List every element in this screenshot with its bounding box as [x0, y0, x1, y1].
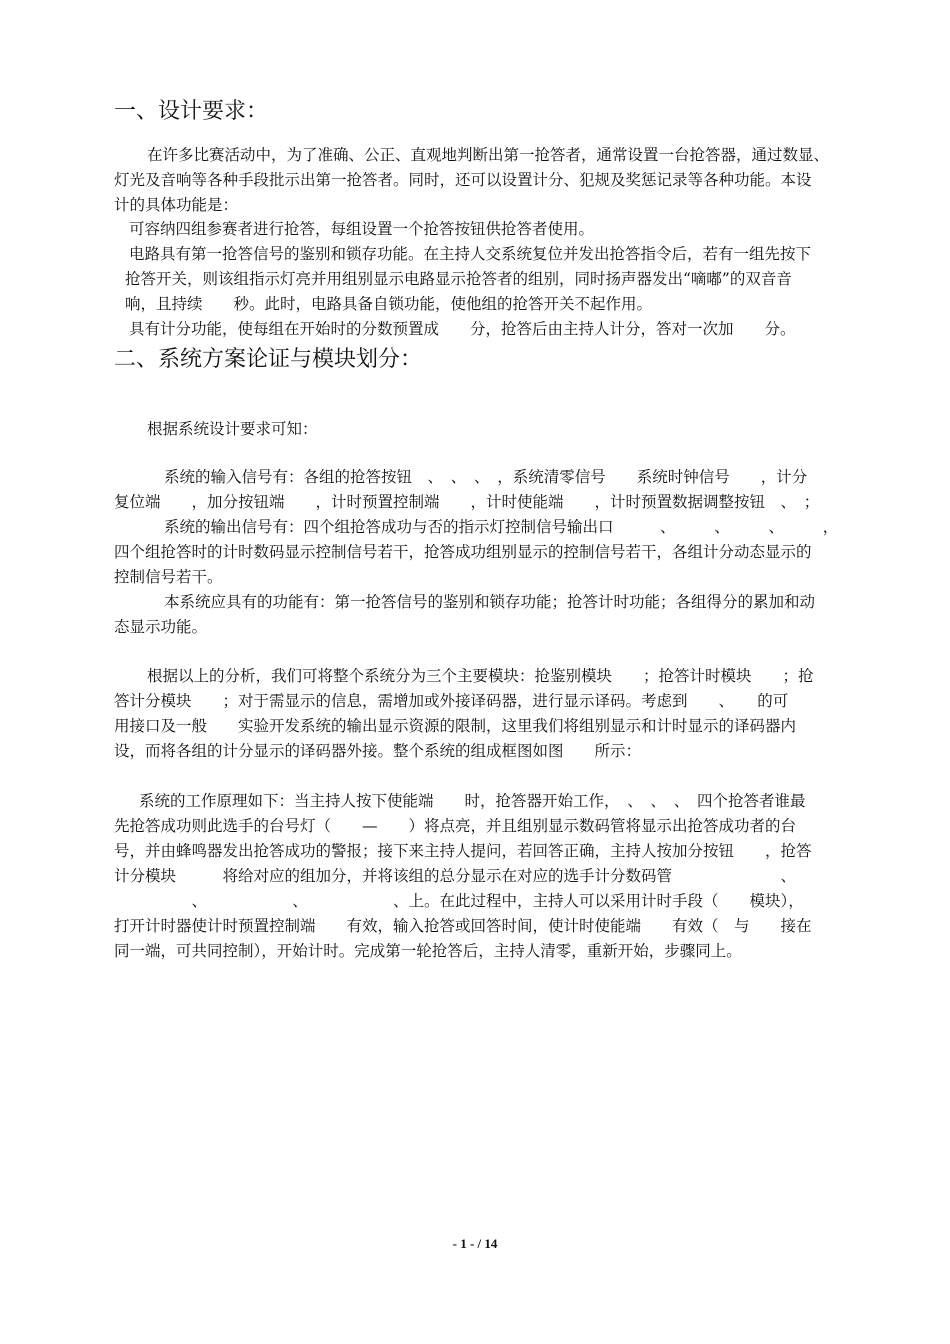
paragraph-line: 同一端，可共同控制），开始计时。完成第一轮抢答后，主持人清零，重新开始，步骤同上。 — [114, 942, 742, 960]
paragraph-line: 打开计时器使计时预置控制端 有效，输入抢答或回答时间，使计时使能端 有效（ 与 接在 — [114, 917, 812, 935]
paragraph-line: 本系统应具有的功能有：第一抢答信号的鉴别和锁存功能；抢答计时功能；各组得分的累加和动 — [164, 593, 816, 611]
paragraph-line: 系统的输出信号有：四个组抢答成功与否的指示灯控制信号输出口 、 、 、 ， — [164, 518, 839, 536]
list-item: 具有计分功能，使每组在开始时的分数预置成 分，抢答后由主持人计分，答对一次加 分。 — [129, 320, 796, 338]
list-item: 响，且持续 秒。此时，电路具备自锁功能，使他组的抢答开关不起作用。 — [125, 295, 653, 313]
paragraph-line: 系统的输入信号有：各组的抢答按钮 、 、 、 ，系统清零信号 系统时钟信号 ，计分 — [164, 468, 808, 486]
paragraph-line: 复位端 ，加分按钮端 ，计时预置控制端 ，计时使能端 ，计时预置数据调整按钮 、 ； — [114, 493, 820, 511]
paragraph-line: 根据以上的分析，我们可将整个系统分为三个主要模块：抢鉴别模块 ；抢答计时模块 ；抢 — [147, 667, 814, 685]
paragraph-line: 灯光及音响等各种手段批示出第一抢答者。同时，还可以设置计分、犯规及奖惩记录等各种功能。本设 — [114, 171, 812, 189]
paragraph-line: 控制信号若干。 — [114, 568, 223, 586]
page-number: - 1 - / 14 — [452, 1236, 498, 1251]
paragraph-line: 答计分模块 ；对于需显示的信息，需增加或外接译码器，进行显示译码。考虑到 、 的可 — [114, 692, 789, 710]
paragraph-line: 在许多比赛活动中，为了准确、公正、直观地判断出第一抢答者，通常设置一台抢答器，通过数显、 — [147, 146, 830, 164]
paragraph-line: 用接口及一般 实验开发系统的输出显示资源的限制，这里我们将组别显示和计时显示的译码器内 — [114, 717, 797, 735]
paragraph-line: 、 、 、上。在此过程中，主持人可以采用计时手段（ 模块）， — [114, 892, 804, 910]
paragraph-line: 四个组抢答时的计时数码显示控制信号若干，抢答成功组别显示的控制信号若干，各组计分动态显示的 — [114, 543, 812, 561]
section-heading-design-requirements: 一、设计要求： — [114, 99, 269, 124]
paragraph-line: 号，并由蜂鸣器发出抢答成功的警报；接下来主持人提问，若回答正确，主持人按加分按钮 ，抢答 — [114, 842, 812, 860]
paragraph-line: 根据系统设计要求可知： — [147, 420, 318, 438]
section-heading-scheme: 二、系统方案论证与模块划分： — [114, 347, 423, 372]
paragraph-line: 设，而将各组的计分显示的译码器外接。整个系统的组成框图如图 所示： — [114, 742, 642, 760]
paragraph-line: 系统的工作原理如下：当主持人按下使能端 时，抢答器开始工作， 、 、 、 四个抢答者谁最 — [139, 792, 806, 810]
paragraph-line: 计分模块 将给对应的组加分，并将该组的总分显示在对应的选手计分数码管 、 — [114, 867, 797, 885]
paragraph-line: 先抢答成功则此选手的台号灯（ — ）将点亮，并且组别显示数码管将显示出抢答成功者的台 — [114, 817, 797, 835]
list-item: 电路具有第一抢答信号的鉴别和锁存功能。在主持人交系统复位并发出抢答指令后，若有一组先按下 — [129, 245, 812, 263]
paragraph-line: 态显示功能。 — [114, 618, 208, 636]
list-item: 可容纳四组参赛者进行抢答，每组设置一个抢答按钮供抢答者使用。 — [129, 220, 595, 238]
list-item: 抢答开关，则该组指示灯亮并用组别显示电路显示抢答者的组别，同时扬声器发出“嘀嘟”的双音音 — [125, 270, 792, 288]
paragraph-line: 计的具体功能是： — [114, 196, 239, 214]
